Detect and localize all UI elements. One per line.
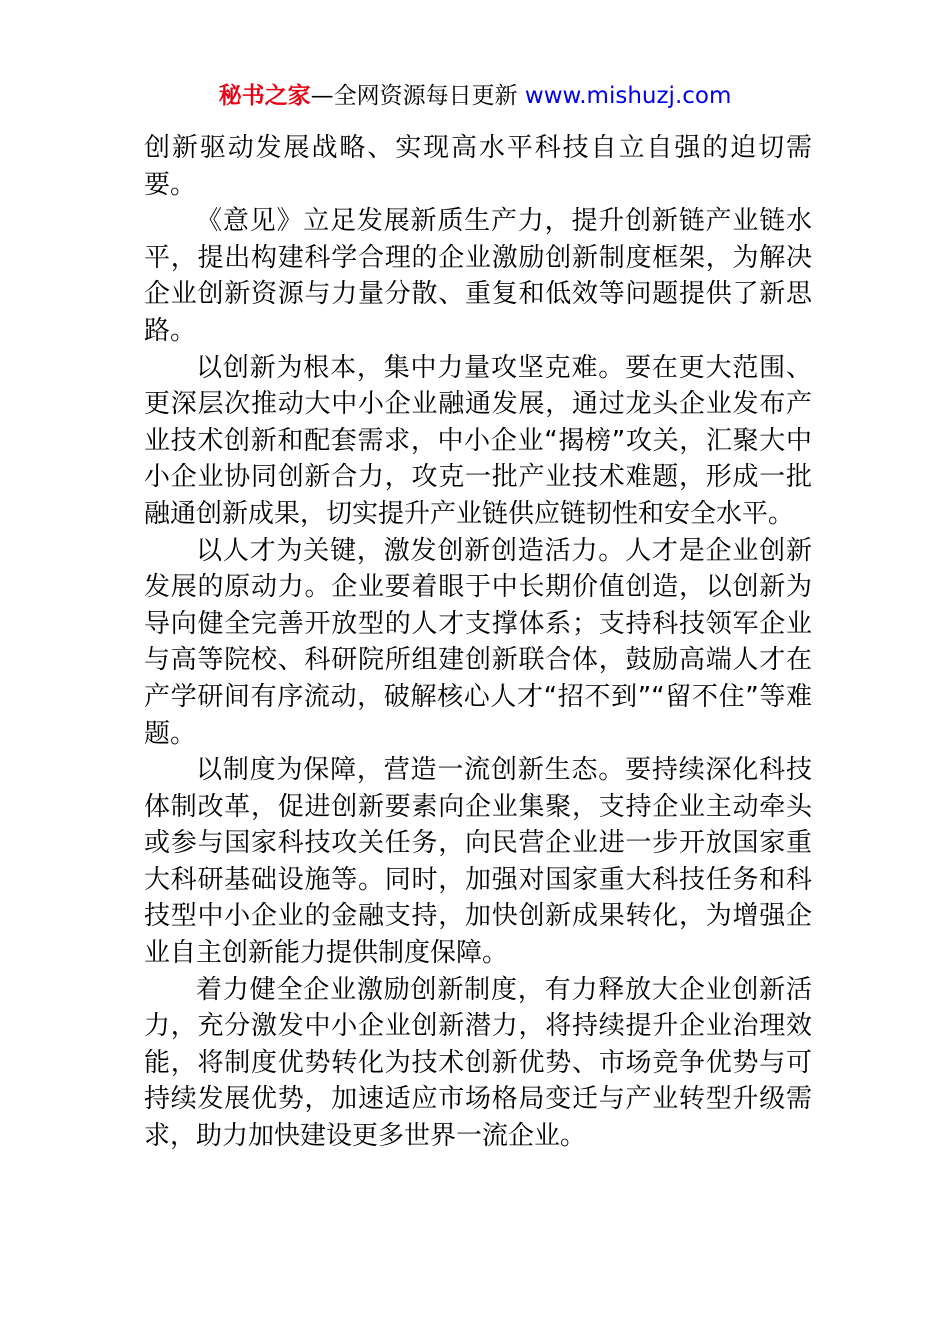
website-link[interactable]: www.mishuzj.com <box>524 83 732 109</box>
paragraph: 以创新为根本，集中力量攻坚克难。要在更大范围、更深层次推动大中小企业融通发展，通过龙头企业发布产业技术创新和配套需求，中小企业“揭榜”攻关，汇聚大中小企业协同创新合力，攻克一批产业技术难题，形成一批融通创新成果，切实提升产业链供应链韧性和安全水平。 <box>144 352 812 529</box>
page-header <box>0 78 950 114</box>
paragraph: 着力健全企业激励创新制度，有力释放大企业创新活力，充分激发中小企业创新潜力，将持续提升企业治理效能，将制度优势转化为技术创新优势、市场竞争优势与可持续发展优势，加速适应市场格局变迁与产业转型升级需求，助力加快建设更多世界一流企业。 <box>144 974 812 1152</box>
paragraph: 以制度为保障，营造一流创新生态。要持续深化科技体制改革，促进创新要素向企业集聚，支持企业主动牵头或参与国家科技攻关任务，向民营企业进一步开放国家重大科研基础设施等。同时，加强对国家重大科技任务和科技型中小企业的金融支持，加快创新成果转化，为增强企业自主创新能力提供制度保障。 <box>144 755 812 969</box>
paragraph: 以人才为关键，激发创新创造活力。人才是企业创新发展的原动力。企业要着眼于中长期价值创造，以创新为导向健全完善开放型的人才支撑体系；支持科技领军企业与高等院校、科研院所组建创新联合体，鼓励高端人才在产学研间有序流动，破解核心人才“招不到”“留不住”等难题。 <box>144 535 812 749</box>
brand-name: 秘书之家 <box>218 83 311 109</box>
paragraph: 《意见》立足发展新质生产力，提升创新链产业链水平，提出构建科学合理的企业激励创新制度框架，为解决企业创新资源与力量分散、重复和低效等问题提供了新思路。 <box>144 206 812 346</box>
article-body <box>144 130 812 1155</box>
paragraph-continued: 创新驱动发展战略、实现高水平科技自立自强的迫切需要。 <box>144 133 812 200</box>
header-tagline: —全网资源每日更新 <box>310 83 525 109</box>
